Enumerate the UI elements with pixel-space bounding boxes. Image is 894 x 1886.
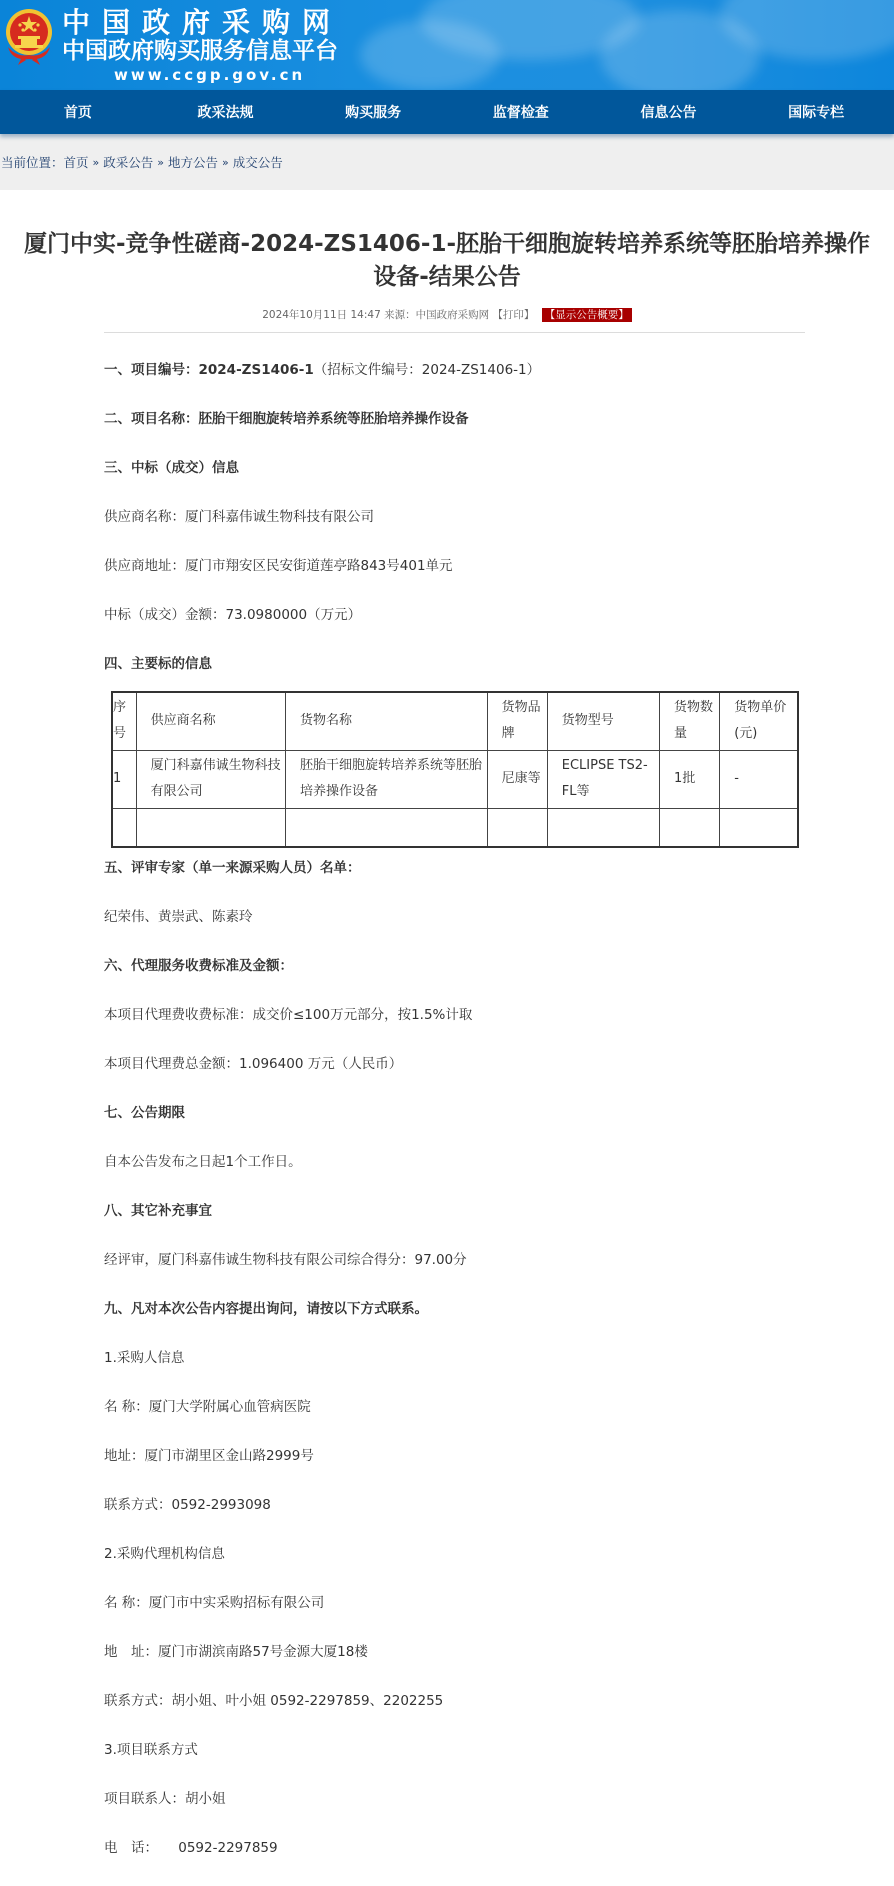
column-header: 序号 xyxy=(112,692,136,750)
table-cell xyxy=(720,808,798,847)
fee-total: 本项目代理费总金额：1.096400 万元（人民币） xyxy=(104,1056,403,1072)
project-name-value: 胚胎干细胞旋转培养系统等胚胎培养操作设备 xyxy=(198,411,469,427)
article-meta xyxy=(0,307,894,322)
breadcrumb-separator: » xyxy=(92,155,100,169)
project-number-value: 2024-ZS1406-1 xyxy=(198,362,314,378)
breadcrumb-local[interactable]: 地方公告 xyxy=(168,155,219,170)
award-amount: 中标（成交）金额：73.0980000（万元） xyxy=(104,607,362,623)
print-link[interactable]: 【打印】 xyxy=(492,309,535,321)
agency-fee-heading: 六、代理服务收费标准及金额： xyxy=(104,958,293,974)
breadcrumb xyxy=(0,134,894,190)
experts-heading: 五、评审专家（单一来源采购人员）名单： xyxy=(104,860,361,876)
agency-heading: 2.采购代理机构信息 xyxy=(104,1546,225,1562)
nav-item-international[interactable]: 国际专栏 xyxy=(788,105,845,121)
table-cell: 厦门科嘉伟诚生物科技有限公司 xyxy=(136,750,285,808)
table-cell xyxy=(547,808,659,847)
breadcrumb-deal[interactable]: 成交公告 xyxy=(232,155,283,170)
breadcrumb-separator: » xyxy=(222,155,229,169)
project-contact-heading: 3.项目联系方式 xyxy=(104,1742,198,1758)
supplier-name: 供应商名称：厦门科嘉伟诚生物科技有限公司 xyxy=(104,509,374,525)
nav-item-purchase-services[interactable]: 购买服务 xyxy=(345,105,402,121)
table-row xyxy=(112,750,798,808)
table-cell xyxy=(285,808,487,847)
table-cell: ECLIPSE TS2-FL等 xyxy=(547,750,659,808)
divider xyxy=(104,332,805,333)
buyer-address: 地址：厦门市湖里区金山路2999号 xyxy=(104,1448,314,1464)
table-cell: 胚胎干细胞旋转培养系统等胚胎培养操作设备 xyxy=(285,750,487,808)
project-name xyxy=(104,409,800,429)
publish-date: 2024年10月11日 14:47 xyxy=(262,309,381,321)
agency-address: 地 址：厦门市湖滨南路57号金源大厦18楼 xyxy=(104,1644,368,1660)
table-cell xyxy=(112,808,136,847)
national-emblem-icon xyxy=(4,7,54,67)
section-heading xyxy=(104,858,800,878)
breadcrumb-separator: » xyxy=(157,155,165,169)
site-url: www.ccgp.gov.cn xyxy=(114,66,306,84)
agency-contact: 联系方式：胡小姐、叶小姐 0592-2297859、2202255 xyxy=(104,1693,444,1709)
column-header: 货物型号 xyxy=(547,692,659,750)
notice-period: 自本公告发布之日起1个工作日。 xyxy=(104,1154,302,1170)
tender-file-number: （招标文件编号：2024-ZS1406-1） xyxy=(313,362,541,378)
cloud-decoration xyxy=(360,20,500,90)
table-cell: 1批 xyxy=(660,750,720,808)
breadcrumb-gov-procurement[interactable]: 政采公告 xyxy=(103,155,154,170)
main-nav xyxy=(0,90,894,134)
site-subtitle: 中国政府购买服务信息平台 xyxy=(62,38,338,64)
table-cell: 1 xyxy=(112,750,136,808)
section-heading xyxy=(104,654,800,674)
agency-name: 名 称：厦门市中实采购招标有限公司 xyxy=(104,1595,325,1611)
award-info-heading: 三、中标（成交）信息 xyxy=(104,460,239,476)
project-contact-person: 项目联系人：胡小姐 xyxy=(104,1791,226,1807)
site-banner xyxy=(0,0,894,90)
breadcrumb-home[interactable]: 首页 xyxy=(63,155,89,170)
source-name: 中国政府采购网 xyxy=(415,309,490,321)
table-cell xyxy=(487,808,547,847)
main-items-heading: 四、主要标的信息 xyxy=(104,656,212,672)
buyer-contact: 联系方式：0592-2993098 xyxy=(104,1497,271,1513)
column-header: 货物单价(元) xyxy=(720,692,798,750)
section-heading: 二、项目名称： xyxy=(104,411,199,427)
show-summary-button[interactable]: 【显示公告概要】 xyxy=(542,308,632,322)
table-cell: - xyxy=(720,750,798,808)
column-header: 供应商名称 xyxy=(136,692,285,750)
table-row xyxy=(112,808,798,847)
fee-standard: 本项目代理费收费标准：成交价≤100万元部分，按1.5%计取 xyxy=(104,1007,473,1023)
section-heading xyxy=(104,1103,800,1123)
supplement-text: 经评审，厦门科嘉伟诚生物科技有限公司综合得分：97.00分 xyxy=(104,1252,467,1268)
column-header: 货物名称 xyxy=(285,692,487,750)
supplier-address: 供应商地址：厦门市翔安区民安街道莲亭路843号401单元 xyxy=(104,558,453,574)
section-heading xyxy=(104,1201,800,1221)
breadcrumb-prefix: 当前位置： xyxy=(1,155,64,170)
column-header: 货物品牌 xyxy=(487,692,547,750)
table-cell: 尼康等 xyxy=(487,750,547,808)
table-header-row xyxy=(112,692,798,750)
experts-list: 纪荣伟、黄崇武、陈素玲 xyxy=(104,909,253,925)
section-heading xyxy=(104,956,800,976)
site-logo[interactable] xyxy=(62,6,342,84)
site-title: 中国政府采购网 xyxy=(62,6,343,39)
section-heading xyxy=(104,1299,800,1319)
section-heading: 一、项目编号： xyxy=(104,362,199,378)
nav-item-regulations[interactable]: 政采法规 xyxy=(197,105,254,121)
section-heading xyxy=(104,458,800,478)
source-label: 来源： xyxy=(384,309,416,321)
contact-heading: 九、凡对本次公告内容提出询问，请按以下方式联系。 xyxy=(104,1301,428,1317)
table-cell xyxy=(136,808,285,847)
notice-period-heading: 七、公告期限 xyxy=(104,1105,185,1121)
nav-item-supervision[interactable]: 监督检查 xyxy=(492,105,549,121)
table-cell xyxy=(660,808,720,847)
buyer-name: 名 称：厦门大学附属心血管病医院 xyxy=(104,1399,311,1415)
nav-item-announcements[interactable]: 信息公告 xyxy=(640,105,697,121)
project-number xyxy=(104,360,800,380)
page-title: 厦门中实-竞争性磋商-2024-ZS1406-1-胚胎干细胞旋转培养系统等胚胎培养操作设备-结果公告 xyxy=(23,231,870,290)
items-table xyxy=(111,691,799,848)
supplement-heading: 八、其它补充事宜 xyxy=(104,1203,212,1219)
project-phone: 电 话： 0592-2297859 xyxy=(104,1840,278,1856)
article-body xyxy=(0,360,894,1858)
column-header: 货物数量 xyxy=(660,692,720,750)
nav-item-home[interactable]: 首页 xyxy=(63,105,92,121)
buyer-heading: 1.采购人信息 xyxy=(104,1350,185,1366)
